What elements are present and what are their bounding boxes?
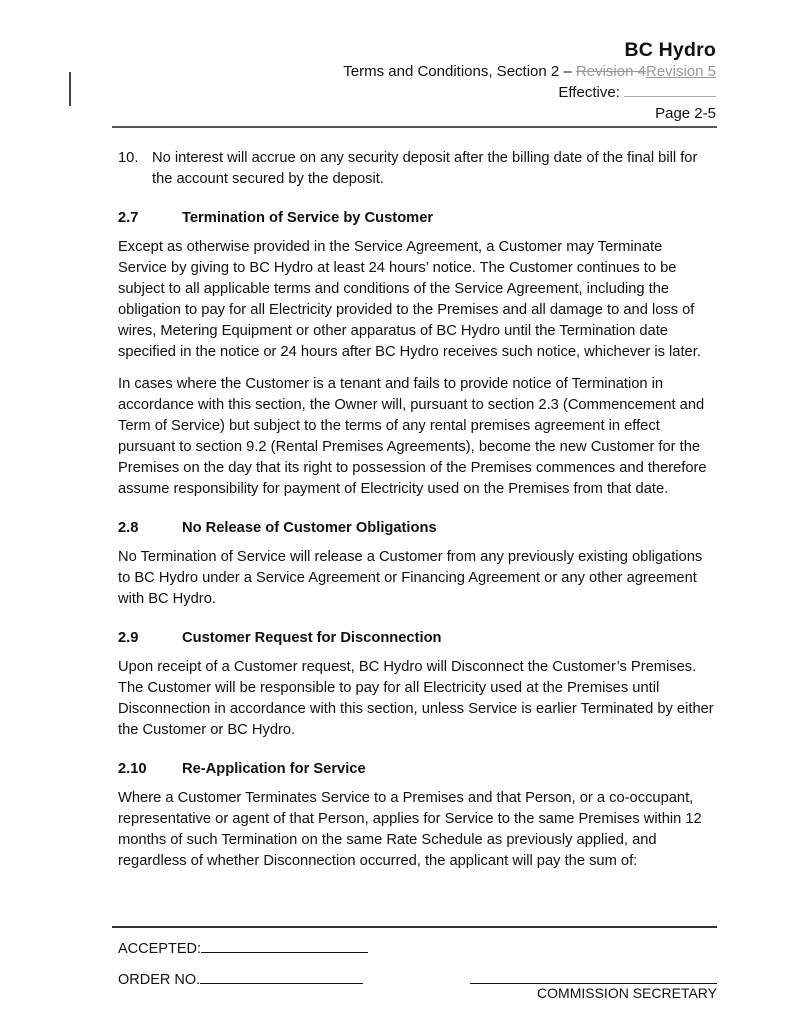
- page-footer: [112, 926, 717, 1001]
- company-title: BC Hydro: [624, 39, 716, 61]
- accepted-signature-blank: [201, 939, 368, 953]
- section-heading-2-10: [118, 759, 715, 780]
- page-header: [118, 39, 716, 124]
- secretary-label: COMMISSION SECRETARY: [537, 985, 717, 1001]
- order-number-label: ORDER NO.: [118, 972, 201, 988]
- item-text: No interest will accrue on any security deposit after the billing date of the final bill for the account secured by the deposit.: [152, 150, 698, 187]
- effective-date-blank: [624, 82, 716, 97]
- footer-divider: [112, 926, 717, 928]
- effective-label: Effective:: [558, 84, 624, 101]
- numbered-item-10: [118, 148, 715, 190]
- section-heading-2-9: [118, 628, 715, 649]
- section-heading-2-7: [118, 208, 715, 229]
- commission-secretary-block: [470, 970, 717, 1002]
- document-title-prefix: Terms and Conditions, Section 2 –: [343, 63, 576, 80]
- section-title: Customer Request for Disconnection: [182, 630, 442, 646]
- section-heading-2-8: [118, 518, 715, 539]
- paragraph: Where a Customer Terminates Service to a Premises and that Person, or a co-occupant, representative or agent of that Person, applies for Service to the same Premises within 12 months of such Termination on the same Rate Schedule as previously applied, and regardless of whether Disconnection occurred, the applicant will pay the sum of:: [118, 790, 702, 869]
- revision-change-bar: [69, 72, 71, 106]
- accepted-label: ACCEPTED:: [118, 941, 201, 957]
- accepted-row: [118, 939, 717, 958]
- section-number: 2.9: [118, 630, 139, 646]
- section-title: No Release of Customer Obligations: [182, 520, 437, 536]
- document-body: [118, 148, 715, 883]
- paragraph: In cases where the Customer is a tenant and fails to provide notice of Termination in accordance with this section, the Owner will, pursuant to section 2.3 (Commencement and Term of Service) but subject to the terms of any rental premises agreement in effect pursuant to section 9.2 (Rental Premises Agreements), become the new Customer for the Premises on the day that its right to possession of the Premises commences and therefore assume responsibility for payment of Electricity used on the Premises from that date.: [118, 376, 707, 497]
- paragraph: Upon receipt of a Customer request, BC Hydro will Disconnect the Customer’s Premises. The Customer will be responsible to pay for all Electricity used at the Premises until Disconnection in accordance with this section, unless Service is earlier Terminated by either the Customer or BC Hydro.: [118, 659, 714, 738]
- section-title: Termination of Service by Customer: [182, 210, 434, 226]
- section-number: 2.7: [118, 210, 139, 226]
- page-number: Page 2-5: [655, 105, 716, 122]
- revision-old-strikethrough: Revision 4: [575, 63, 646, 80]
- paragraph: No Termination of Service will release a Customer from any previously existing obligations to BC Hydro under a Service Agreement or Financing Agreement or any other agreement with BC Hydro.: [118, 549, 703, 607]
- paragraph: Except as otherwise provided in the Service Agreement, a Customer may Terminate Service by giving to BC Hydro at least 24 hours’ notice. The Customer continues to be subject to all applicable terms and conditions of the Service Agreement, including the obligation to pay for all Electricity provided to the Premises and all damage to and loss of wires, Metering Equipment or other apparatus of BC Hydro until the Termination date specified in the notice or 24 hours after BC Hydro receives such notice, whichever is later.: [118, 239, 701, 360]
- revision-new-underlined: Revision 5: [645, 63, 716, 80]
- order-row: [118, 970, 717, 1001]
- order-number-blank: [200, 970, 363, 984]
- secretary-signature-line: [470, 970, 717, 984]
- section-title: Re-Application for Service: [182, 761, 366, 777]
- section-number: 2.8: [118, 520, 139, 536]
- document-title-line: [118, 61, 716, 82]
- header-divider: [112, 126, 717, 128]
- section-number: 2.10: [118, 761, 147, 777]
- effective-date-line: [118, 82, 716, 103]
- item-number: 10.: [118, 150, 139, 166]
